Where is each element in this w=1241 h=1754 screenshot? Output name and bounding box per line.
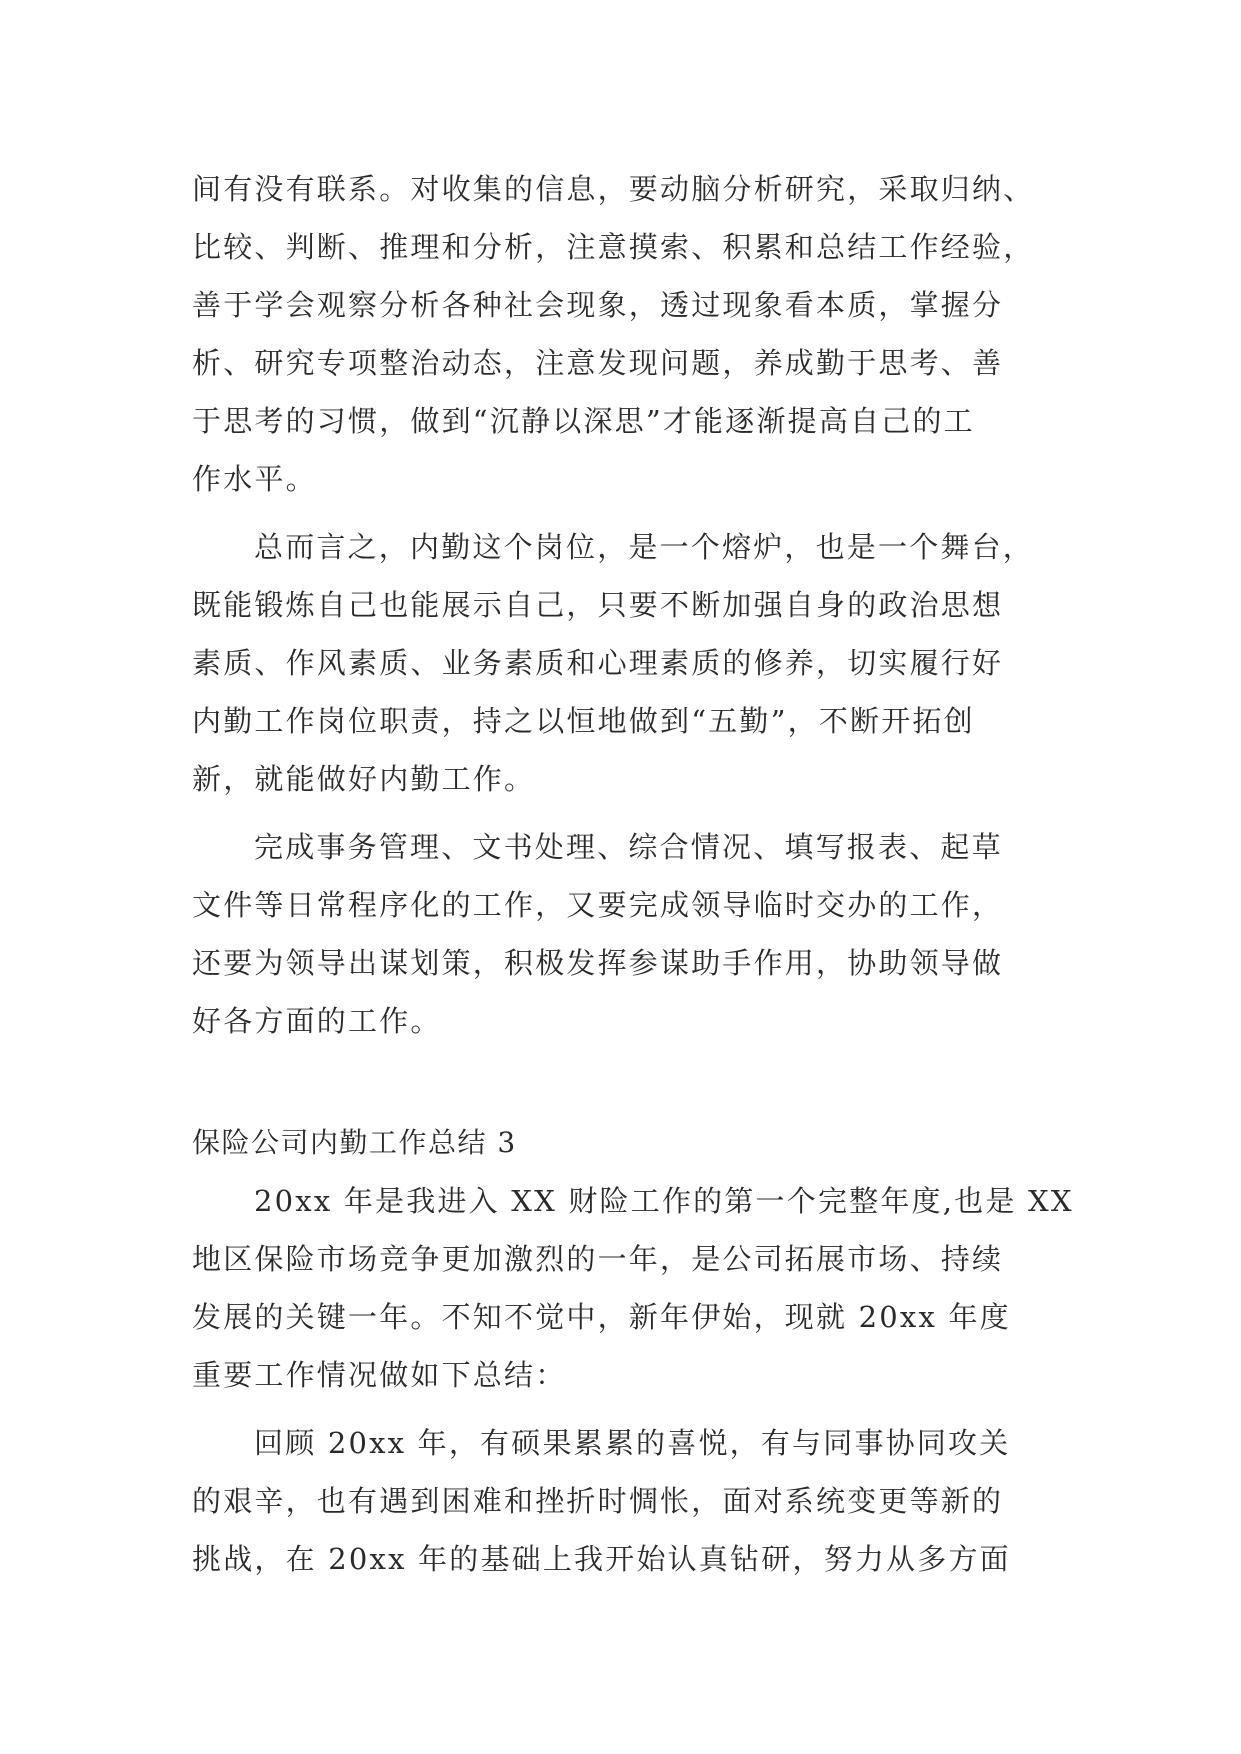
text-line: 重要工作情况做如下总结： [192,1358,567,1392]
text-line: 还要为领导出谋划策，积极发挥参谋助手作用，协助领导做 [192,946,1004,980]
text-line: 地区保险市场竞争更加激烈的一年，是公司拓展市场、持续 [192,1242,1004,1276]
paragraph-4 [192,1172,1074,1404]
document-body [192,160,1074,1588]
text-line: 善于学会观察分析各种社会现象，透过现象看本质，掌握分 [192,288,1004,322]
paragraph-2 [192,518,1052,808]
text-line: 作水平。 [192,462,317,496]
text-line: 比较、判断、推理和分析，注意摸索、积累和总结工作经验， [192,230,1035,264]
text-line: 于思考的习惯，做到“沉静以深思”才能逐渐提高自己的工 [192,404,975,438]
text-line: 素质、作风素质、业务素质和心理素质的修养，切实履行好 [192,646,1004,680]
paragraph-spacer [192,508,1052,518]
text-line: 文件等日常程序化的工作，又要完成领导临时交办的工作， [192,888,1004,922]
paragraph-spacer [192,808,1052,818]
text-line: 挑战，在 20xx 年的基础上我开始认真钻研，努力从多方面 [192,1542,1011,1576]
text-line: 新，就能做好内勤工作。 [192,762,536,796]
text-line: 既能锻炼自己也能展示自己，只要不断加强自身的政治思想 [192,588,1004,622]
section-title: 保险公司内勤工作总结 3 [192,1126,517,1159]
paragraph-5 [192,1414,1052,1588]
text-line: 发展的关键一年。不知不觉中，新年伊始，现就 20xx 年度 [192,1300,1011,1334]
text-line: 好各方面的工作。 [192,1004,442,1038]
paragraph-spacer [192,1404,1052,1414]
text-line: 20xx 年是我进入 XX 财险工作的第一个完整年度,也是 XX [254,1184,1074,1218]
paragraph-1 [192,160,1052,508]
text-line: 完成事务管理、文书处理、综合情况、填写报表、起草 [254,830,1003,864]
text-line: 析、研究专项整治动态，注意发现问题，养成勤于思考、善 [192,346,1004,380]
text-line: 间有没有联系。对收集的信息，要动脑分析研究，采取归纳、 [192,172,1035,206]
text-line: 的艰辛，也有遇到困难和挫折时惆怅，面对系统变更等新的 [192,1484,1004,1518]
text-line: 回顾 20xx 年，有硕果累累的喜悦，有与同事协同攻关 [254,1426,1011,1460]
text-line: 总而言之，内勤这个岗位，是一个熔炉，也是一个舞台， [254,530,1035,564]
paragraph-3 [192,818,1052,1050]
text-line: 内勤工作岗位职责，持之以恒地做到“五勤”，不断开拓创 [192,704,975,738]
section-spacer [192,1050,1052,1114]
